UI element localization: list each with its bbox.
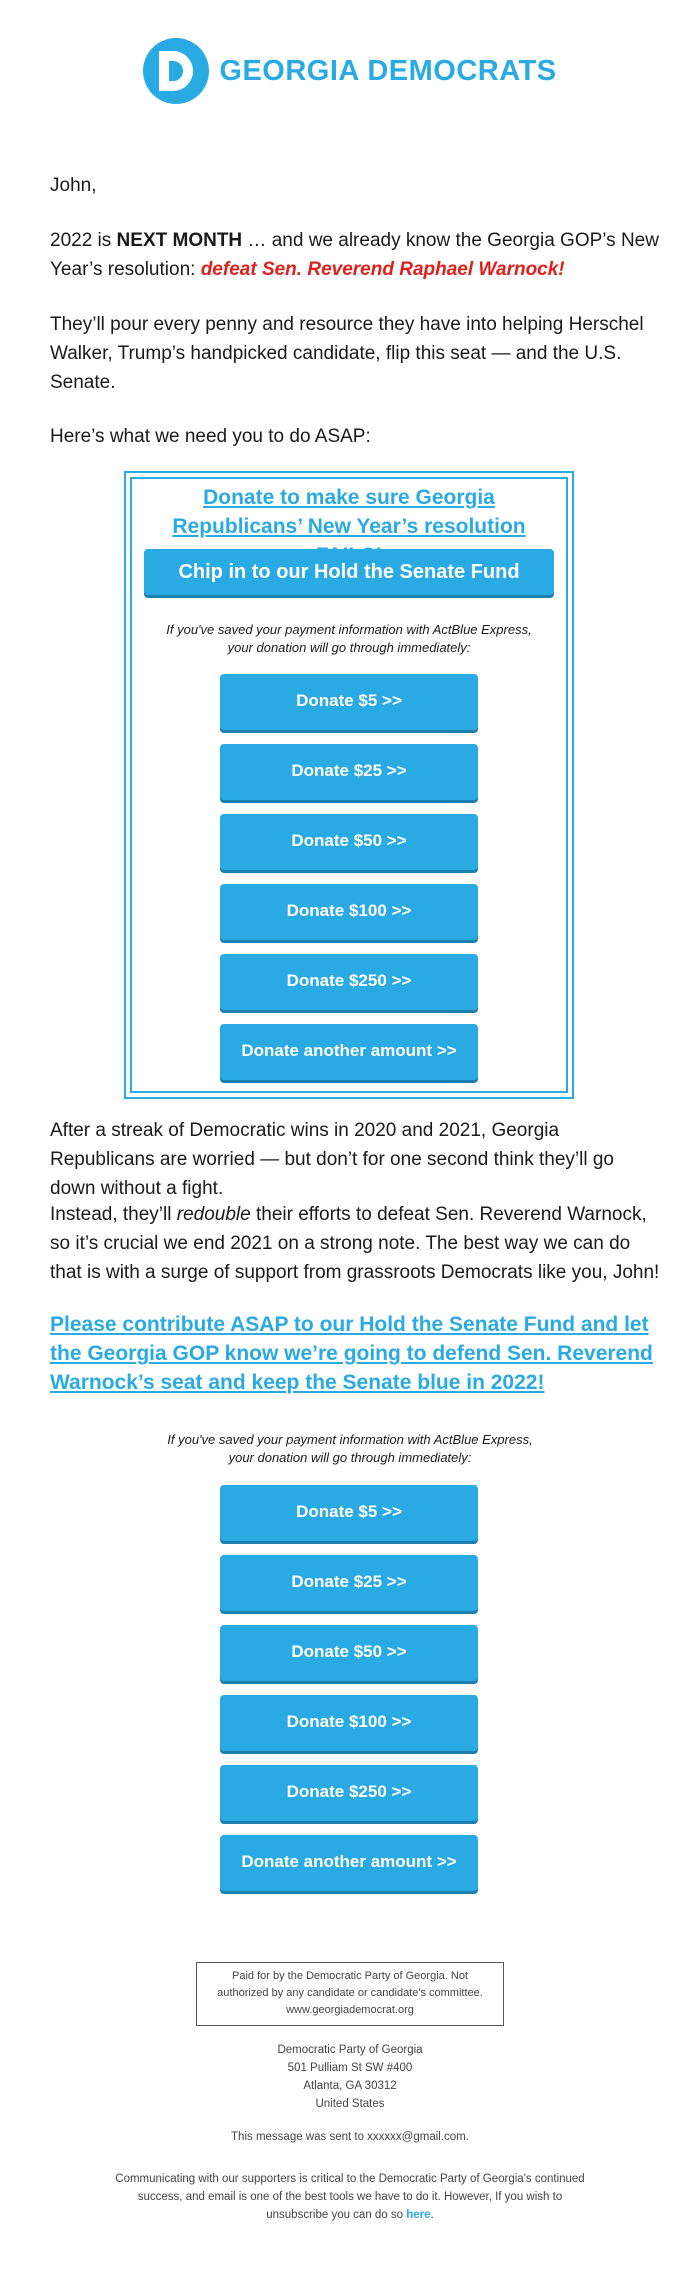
unsubscribe-notice: Communicating with our supporters is critical to the Democratic Party of Georgia's continued success, and email is one of the best tools we have to do it. However, If you wish to unsubscribe you can do so here. [115,2173,585,2221]
donate-5-button-2[interactable]: Donate $5 >> [220,1485,478,1541]
header-logo[interactable] [0,36,700,106]
contribute-link[interactable]: Please contribute ASAP to our Hold the Senate Fund and let the Georgia GOP know we’re going to defend Sen. Reverend Warnock’s seat and keep the Senate blue in 2022! [50,1313,653,1394]
sent-to-notice: This message was sent to xxxxxx@gmail.com. [231,2131,469,2143]
donate-5-button[interactable]: Donate $5 >> [220,674,478,730]
brand-name: GEORGIA DEMOCRATS [219,54,557,87]
express-note: If you've saved your payment information with ActBlue Express, your donation will go through immediately: [166,622,532,655]
donate-50-button-2[interactable]: Donate $50 >> [220,1625,478,1681]
donate-25-button-2[interactable]: Donate $25 >> [220,1555,478,1611]
chip-in-button[interactable]: Chip in to our Hold the Senate Fund [144,549,554,595]
paragraph-asap: Here’s what we need you to do ASAP: [50,426,371,447]
democrats-logo-icon [143,38,209,104]
paragraph-redouble: Instead, they’ll redouble their efforts to defeat Sen. Reverend Warnock, so it’s crucial we end 2021 on a strong note. The best way we can do that is with a surge of support from grassroots Democrats like you, John! [50,1204,660,1283]
paid-for-disclaimer: Paid for by the Democratic Party of Georgia. Not authorized by any candidate or candidate's committee. www.georgiademocrat.org [196,1962,504,2026]
donate-other-button[interactable]: Donate another amount >> [220,1024,478,1080]
footer-address: Democratic Party of Georgia 501 Pulliam St SW #400 Atlanta, GA 30312 United States [277,2044,423,2110]
express-note-2: If you've saved your payment information with ActBlue Express, your donation will go through immediately: [167,1432,533,1465]
box-headline-link[interactable]: Donate to make sure Georgia Republicans’ New Year’s resolution [172,486,526,538]
paragraph-streak: After a streak of Democratic wins in 2020 and 2021, Georgia Republicans are worried — but don’t for one second think they’ll go down without a fight. [50,1120,614,1199]
greeting: John, [50,175,97,196]
unsubscribe-link[interactable]: here [406,2209,431,2221]
donate-other-button-2[interactable]: Donate another amount >> [220,1835,478,1891]
donate-250-button-2[interactable]: Donate $250 >> [220,1765,478,1821]
donate-100-button-2[interactable]: Donate $100 >> [220,1695,478,1751]
paragraph-next-month: 2022 is NEXT MONTH … and we already know the Georgia GOP’s New Year’s resolution: defeat Sen. Reverend Raphael Warnock! [50,230,659,280]
donate-250-button[interactable]: Donate $250 >> [220,954,478,1010]
donate-100-button[interactable]: Donate $100 >> [220,884,478,940]
paragraph-herschel: They’ll pour every penny and resource they have into helping Herschel Walker, Trump’s handpicked candidate, flip this seat — and the U.S. Senate. [50,314,644,393]
warnock-emphasis: defeat Sen. Reverend Raphael Warnock! [200,259,565,280]
donate-50-button[interactable]: Donate $50 >> [220,814,478,870]
donate-25-button[interactable]: Donate $25 >> [220,744,478,800]
